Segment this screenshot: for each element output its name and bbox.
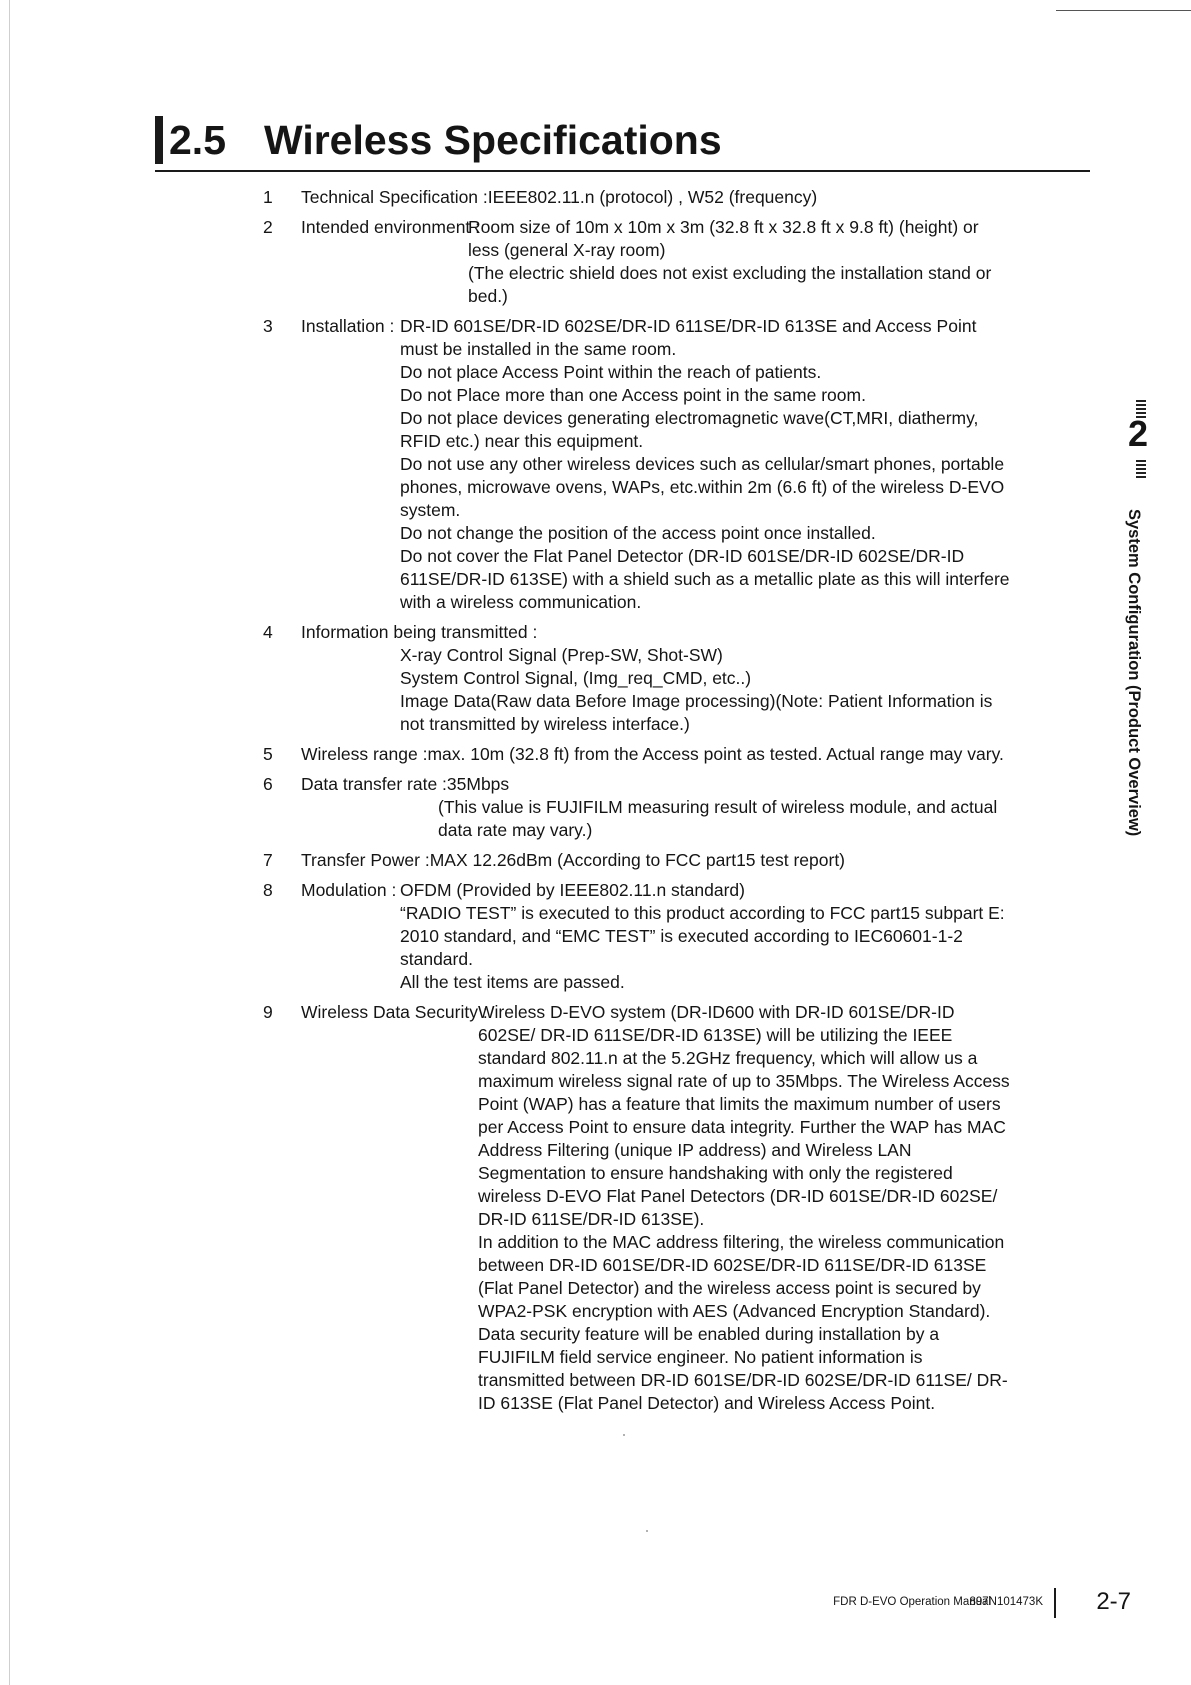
spec-item-6: [263, 773, 1093, 842]
spec-number: 8: [263, 880, 273, 900]
spec-item-5: [263, 743, 1093, 766]
spec-label: Installation :: [301, 316, 395, 336]
spec-label: Transfer Power :: [301, 850, 430, 870]
spec-line: Do not cover the Flat Panel Detector (DR-ID 601SE/DR-ID 602SE/DR-ID 611SE/DR-ID 613SE) with a shield such as a metallic plate as this will interfere with a wireless communication.: [400, 546, 1010, 612]
spec-line: Do not change the position of the access point once installed.: [400, 523, 876, 543]
scan-speck: [646, 1530, 648, 1532]
spec-number: 9: [263, 1002, 273, 1022]
page-footer: [771, 1584, 1131, 1618]
spec-line: DR-ID 601SE/DR-ID 602SE/DR-ID 611SE/DR-ID 613SE and Access Point must be installed in the same room.: [400, 316, 977, 359]
spec-line: Image Data(Raw data Before Image processing)(Note: Patient Information is not transmitted by wireless interface.): [400, 691, 993, 734]
spec-line: Do not use any other wireless devices such as cellular/smart phones, portable phones, microwave ovens, WAPs, etc.within 2m (6.6 ft) of the wireless D-EVO system.: [400, 454, 1005, 520]
spec-line: Wireless D-EVO system (DR-ID600 with DR-ID 601SE/DR-ID 602SE/ DR-ID 611SE/DR-ID 613SE) will be utilizing the IEEE standard 802.11.n at the 5.2GHz frequency, which will allow us a maximum wireless signal rate of up to 35Mbps. The Wireless Access Point (WAP) has a feature that limits the maximum number of users per Access Point to ensure data integrity. Further the WAP has MAC Address Filtering (unique IP address) and Wireless LAN Segmentation to ensure handshaking with only the registered wireless D-EVO Flat Panel Detectors (DR-ID 601SE/DR-ID 602SE/ DR-ID 611SE/DR-ID 613SE).: [478, 1002, 1010, 1229]
spec-label: Modulation :: [301, 880, 397, 900]
spec-label: Information being transmitted :: [301, 622, 538, 642]
spec-number: 3: [263, 316, 273, 336]
section-title: Wireless Specifications: [264, 117, 722, 163]
spec-line: (The electric shield does not exist excluding the installation stand or bed.): [468, 263, 992, 306]
spec-detail: [438, 796, 1013, 842]
scan-speck: [623, 1434, 625, 1436]
section-heading: [155, 114, 1090, 172]
footer-separator: [1054, 1588, 1056, 1618]
spec-line: Do not place devices generating electromagnetic wave(CT,MRI, diathermy, RFID etc.) near this equipment.: [400, 408, 979, 451]
spec-detail: [400, 315, 1010, 614]
spec-item-3: [263, 315, 1093, 614]
spec-number: 4: [263, 622, 273, 642]
spec-label: Wireless range :: [301, 744, 428, 764]
manual-name: FDR D-EVO Operation Manual: [833, 1596, 991, 1608]
spec-label: Wireless Data Security :: [301, 1002, 488, 1022]
spec-value: MAX 12.26dBm (According to FCC part15 test report): [429, 850, 846, 870]
spec-line: System Control Signal, (Img_req_CMD, etc..): [400, 668, 752, 688]
spec-item-9: [263, 1001, 1093, 1415]
top-rule: [1056, 10, 1191, 11]
page-number: 2-7: [1096, 1588, 1131, 1615]
spec-item-4: [263, 621, 1093, 736]
spec-detail: [400, 879, 1010, 994]
spec-number: 1: [263, 187, 273, 207]
spec-detail: [478, 1001, 1013, 1415]
spec-label: Data transfer rate :: [301, 774, 447, 794]
spec-label: Intended environment :: [301, 217, 481, 237]
document-number: 897N101473K: [969, 1596, 1043, 1608]
spec-value: IEEE802.11.n (protocol) , W52 (frequency): [487, 187, 818, 207]
chapter-tab-title: System Configuration (Product Overview): [1125, 509, 1143, 837]
spec-line: (This value is FUJIFILM measuring result of wireless module, and actual data rate may vary.): [438, 797, 998, 840]
heading-bar: [155, 116, 163, 164]
spec-list: [263, 186, 1093, 1422]
spec-value: max. 10m (32.8 ft) from the Access point as tested. Actual range may vary.: [427, 744, 1004, 764]
spec-line: OFDM (Provided by IEEE802.11.n standard): [400, 880, 745, 900]
spec-label: Technical Specification :: [301, 187, 488, 207]
spec-number: 2: [263, 217, 273, 237]
spec-line: Data security feature will be enabled during installation by a FUJIFILM field service engineer. No patient information is transmitted between DR-ID 601SE/DR-ID 602SE/DR-ID 611SE/ DR-ID 613SE (Flat Panel Detector) and Wireless Access Point.: [478, 1324, 1008, 1413]
chapter-number: 2: [1128, 413, 1149, 454]
section-number: 2.5: [169, 117, 226, 163]
spec-line: In addition to the MAC address filtering, the wireless communication between DR-ID 601SE/DR-ID 602SE/DR-ID 611SE/DR-ID 613SE (Flat Panel Detector) and the wireless access point is secured by WPA2-PSK encryption with AES (Advanced Encryption Standard).: [478, 1232, 1005, 1321]
spec-number: 5: [263, 744, 273, 764]
spec-line: “RADIO TEST” is executed to this product according to FCC part15 subpart E: 2010 standard, and “EMC TEST” is executed according to IEC60601-1-2 standard.: [400, 903, 1005, 969]
spec-line: All the test items are passed.: [400, 972, 625, 992]
spec-line: Do not Place more than one Access point in the same room.: [400, 385, 866, 405]
spec-detail: [400, 644, 1010, 736]
tab-mark-bottom: [1136, 460, 1146, 478]
spec-number: 7: [263, 850, 273, 870]
spec-item-7: [263, 849, 1093, 872]
spec-item-2: [263, 216, 1093, 308]
spec-line: X-ray Control Signal (Prep-SW, Shot-SW): [400, 645, 723, 665]
scan-edge-line: [9, 0, 10, 1685]
spec-item-8: [263, 879, 1093, 994]
spec-detail: [468, 216, 1008, 308]
spec-value: 35Mbps: [446, 774, 510, 794]
spec-number: 6: [263, 774, 273, 794]
spec-line: Do not place Access Point within the reach of patients.: [400, 362, 822, 382]
spec-item-1: [263, 186, 1093, 209]
spec-line: Room size of 10m x 10m x 3m (32.8 ft x 32.8 ft x 9.8 ft) (height) or less (general X-ray room): [468, 217, 979, 260]
